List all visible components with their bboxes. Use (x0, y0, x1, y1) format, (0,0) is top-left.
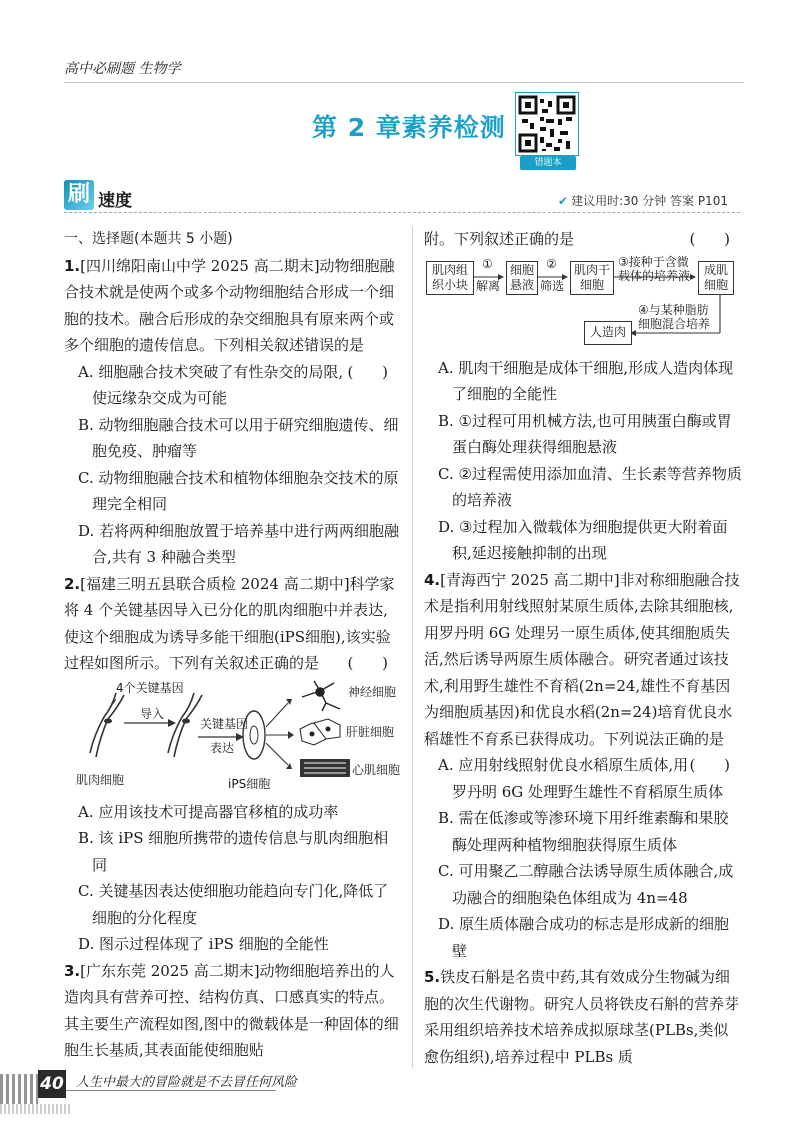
question-number: 4. (424, 570, 441, 589)
time-hint (558, 192, 728, 209)
qr-code-icon[interactable] (515, 92, 579, 156)
right-column (424, 226, 742, 1070)
option-b[interactable]: B. 需在低渗或等渗环境下用纤维素酶和果胶酶处理两种植物细胞获得原生质体 (438, 809, 729, 854)
qr-caption: 错题本 (520, 156, 576, 170)
option-d[interactable]: D. ③过程加入微载体为细胞提供更大附着面积,延迟接触抑制的出现 (438, 517, 728, 562)
step-2-number: ② (546, 256, 557, 271)
option-c[interactable]: C. 动物细胞融合技术和植物体细胞杂交技术的原理完全相同 (78, 468, 399, 513)
option-c[interactable]: C. 可用聚乙二醇融合法诱导原生质体融合,成功融合的细胞染色体组成为 4n=48 (438, 862, 734, 907)
option-b[interactable]: B. ①过程可用机械方法,也可用胰蛋白酶或胃蛋白酶处理获得细胞悬液 (438, 411, 732, 456)
question-3 (64, 958, 400, 1064)
option-d[interactable]: D. 原生质体融合成功的标志是形成新的细胞壁 (438, 915, 730, 960)
question-stem: [福建三明五县联合质检 2024 高二期中]科学家将 4 个关键基因导入已分化的肌肉细胞中并表达,使这个细胞成为诱导多能干细胞(iPS细胞),该实验过程如图所示。下列有关叙述正确的是 (64, 574, 395, 672)
answer-bracket[interactable]: ( ) (689, 230, 742, 248)
question-stem: 附。下列叙述正确的是 (424, 230, 575, 248)
section-label: 速度 (98, 191, 132, 211)
question-number: 1. (64, 256, 81, 275)
label-import: 导入 (140, 706, 165, 721)
answer-bracket[interactable]: ( ) (347, 654, 400, 672)
question-number: 3. (64, 961, 81, 980)
option-a[interactable]: A. 应用该技术可提高器官移植的成功率 (78, 802, 339, 821)
option-a[interactable]: A. 肌肉干细胞是成体干细胞,形成人造肉体现了细胞的全能性 (438, 358, 734, 403)
footer-dots (0, 1104, 70, 1114)
option-b[interactable]: B. 动物细胞融合技术可以用于研究细胞遗传、细胞免疫、肿瘤等 (78, 415, 399, 460)
label-heart-cell: 心肌细胞 (352, 762, 401, 777)
answer-bracket[interactable]: ( ) (347, 362, 400, 381)
question-5 (424, 964, 742, 1070)
flow-box-meat: 人造肉 (584, 321, 632, 345)
step-1-number: ① (482, 256, 493, 271)
option-d[interactable]: D. 若将两种细胞放置于培养基中进行两两细胞融合,共有 3 种融合类型 (78, 521, 400, 566)
footer-stripe (0, 1074, 38, 1104)
flow-box-stem-cell: 肌肉干细胞 (570, 261, 614, 295)
step-3-label: ③接种于含微载体的培养液 (618, 254, 691, 283)
series-title: 高中必刷题 生物学 (64, 61, 181, 77)
question-stem: 铁皮石斛是名贵中药,其有效成分生物碱为细胞的次生代谢物。研究人员将铁皮石斛的营养芽采用组织培养技术培养成拟原球茎(PLBs,类似愈伤组织),培养过程中 PLBs 质 (424, 968, 740, 1066)
brand-mark: 刷 (64, 180, 94, 210)
question-stem: [广东东莞 2025 高二期末]动物细胞培养出的人造肉具有营养可控、结构仿真、口感真实的特点。其主要生产流程如图,图中的微载体是一种固体的细胞生长基质,其表面能使细胞贴 (64, 961, 399, 1059)
footer-motto: 人生中最大的冒险就是不去冒任何风险 (76, 1075, 298, 1090)
question-stem: [青海西宁 2025 高二期中]非对称细胞融合技术是指利用射线照射某原生质体,去除其细胞核,用罗丹明 6G 处理另一原生质体,使其细胞质失活,然后诱导两原生质体融合。研究者通过该技术,利用野生雄性不育稻(2n=24,雄性不育基因为细胞质基因)和优良水稻(2n=24)培育优良水稻雄性不育系已获得成功。下列说法正确的是 (424, 570, 740, 748)
column-divider (412, 226, 413, 1068)
check-icon: ✔ (558, 194, 569, 208)
question-4 (424, 567, 742, 774)
left-column (64, 226, 400, 1064)
option-d[interactable]: D. 图示过程体现了 iPS 细胞的全能性 (78, 935, 329, 953)
label-ips-cell: iPS细胞 (228, 776, 271, 791)
time-hint-text: 建议用时:30 分钟 答案 P101 (571, 194, 728, 208)
option-c[interactable]: C. 关键基因表达使细胞功能趋向专门化,降低了细胞的分化程度 (78, 882, 389, 927)
option-a[interactable]: A. 应用射线照射优良水稻原生质体,用罗丹明 6G 处理野生雄性不育稻原生质体 (438, 756, 724, 801)
question-3-continued (424, 226, 742, 253)
option-a[interactable]: A. 细胞融合技术突破了有性杂交的局限,使远缘杂交成为可能 (78, 362, 344, 407)
step-1-label: 解离 (476, 278, 501, 293)
question-number: 5. (424, 968, 441, 986)
question-number: 2. (64, 574, 81, 593)
question-stem: [四川绵阳南山中学 2025 高二期末]动物细胞融合技术就是使两个或多个动物细胞结合形成一个细胞的技术。融合后形成的杂交细胞具有原来两个或多个细胞的遗传信息。下列相关叙述错误的是 (64, 256, 395, 354)
label-liver-cell: 肝脏细胞 (346, 724, 395, 739)
option-b[interactable]: B. 该 iPS 细胞所携带的遗传信息与肌肉细胞相同 (78, 829, 389, 874)
step-4-label: ④与某种脂肪细胞混合培养 (638, 302, 711, 331)
step-2-label: 筛选 (540, 278, 565, 293)
meat-flow-figure (424, 255, 742, 351)
flow-box-myoblast: 成肌细胞 (698, 261, 734, 295)
question-1 (64, 253, 400, 381)
footer-rule (66, 1090, 276, 1091)
ips-figure (64, 677, 400, 795)
label-muscle-cell: 肌肉细胞 (76, 772, 125, 787)
option-c[interactable]: C. ②过程需使用添加血清、生长素等营养物质的培养液 (438, 464, 742, 509)
header-rule (64, 82, 744, 83)
label-expression: 表达 (210, 740, 235, 755)
label-genes: 4个关键基因 (116, 680, 184, 695)
chapter-title: 第 2 章素养检测 (312, 113, 506, 142)
part-title: 一、选择题(本题共 5 小题) (64, 231, 233, 247)
answer-bracket[interactable]: ( ) (689, 756, 742, 774)
flow-box-suspension: 细胞悬液 (506, 261, 538, 295)
question-2 (64, 571, 400, 677)
flow-box-tissue: 肌肉组织小块 (426, 261, 474, 295)
label-key-genes: 关键基因 (200, 716, 249, 731)
section-rule (64, 212, 740, 213)
page-number: 40 (38, 1070, 66, 1098)
label-nerve-cell: 神经细胞 (348, 684, 397, 699)
